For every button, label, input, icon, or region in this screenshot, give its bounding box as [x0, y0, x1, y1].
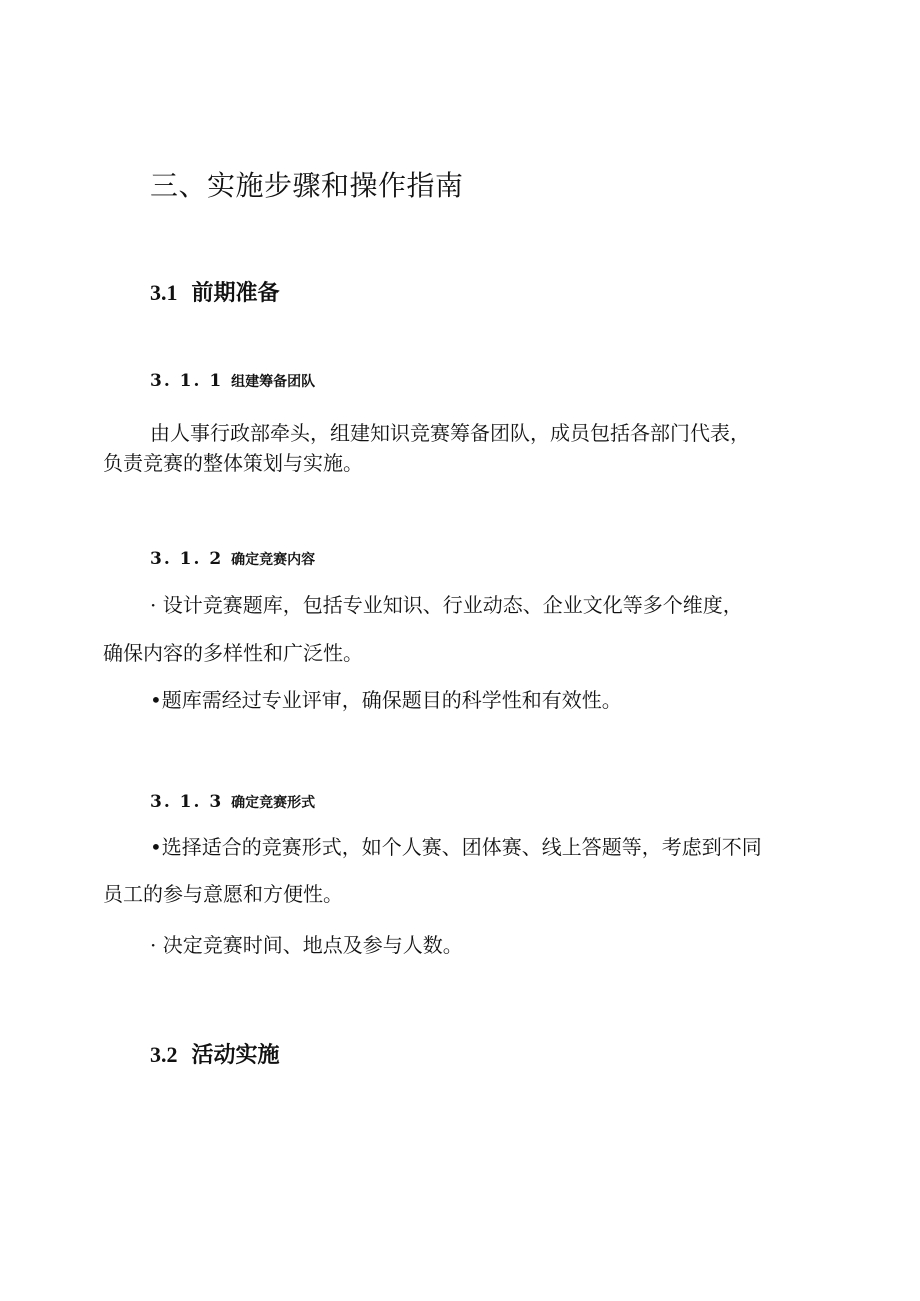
section-heading-3-1	[150, 277, 280, 310]
subsection-number: 3. 1. 3	[150, 792, 224, 812]
bullet-line: · 设计竞赛题库，包括专业知识、行业动态、企业文化等多个维度，	[150, 593, 743, 617]
subsection-heading-3-1-1	[150, 368, 315, 395]
chapter-heading: 三、实施步骤和操作指南	[150, 169, 464, 202]
bullet-line: •题库需经过专业评审，确保题目的科学性和有效性。	[150, 688, 622, 712]
section-title: 前期准备	[191, 281, 280, 306]
section-number: 3.2	[150, 1042, 178, 1067]
subsection-heading-3-1-2	[150, 546, 315, 573]
subsection-title: 确定竞赛内容	[231, 552, 316, 568]
section-heading-3-2	[150, 1039, 280, 1072]
subsection-number: 3. 1. 2	[150, 549, 224, 569]
bullet-line: · 决定竞赛时间、地点及参与人数。	[150, 933, 463, 957]
subsection-title: 确定竞赛形式	[231, 795, 316, 811]
subsection-heading-3-1-3	[150, 789, 315, 816]
paragraph-line: 员工的参与意愿和方便性。	[103, 882, 343, 906]
paragraph-line: 由人事行政部牵头，组建知识竞赛筹备团队，成员包括各部门代表，	[150, 421, 750, 445]
bullet-line: •选择适合的竞赛形式，如个人赛、团体赛、线上答题等，考虑到不同	[150, 835, 762, 859]
paragraph-line: 负责竞赛的整体策划与实施。	[103, 451, 363, 475]
section-number: 3.1	[150, 280, 178, 305]
section-title: 活动实施	[191, 1043, 280, 1068]
subsection-number: 3. 1. 1	[150, 371, 224, 391]
paragraph-line: 确保内容的多样性和广泛性。	[103, 641, 363, 665]
subsection-title: 组建筹备团队	[231, 374, 316, 390]
